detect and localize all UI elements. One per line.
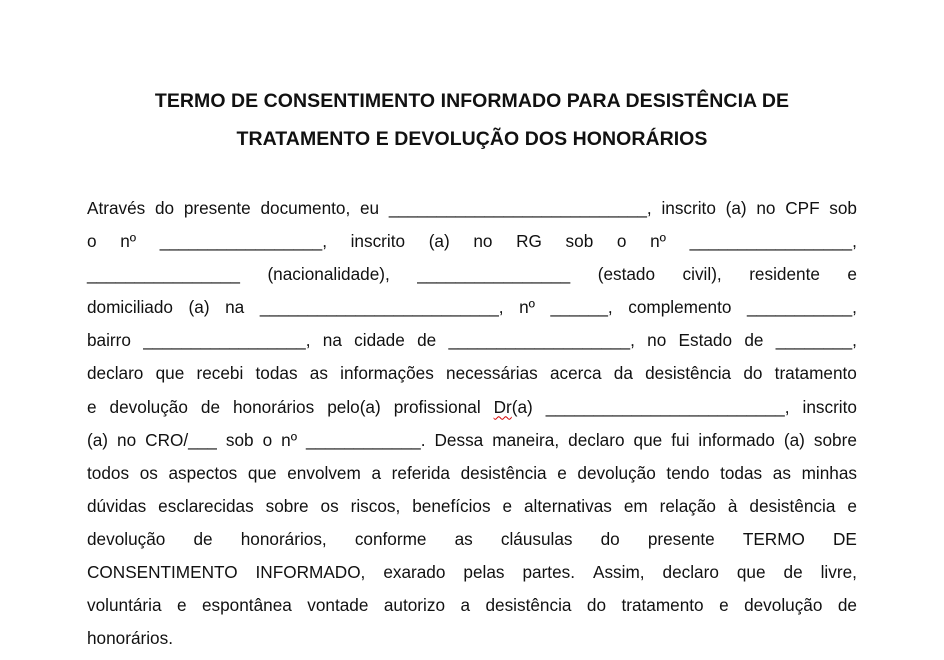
body-line [87,622,857,655]
body-word: maneira, [492,429,560,450]
body-word: desistência [645,363,732,384]
body-word: e [719,595,729,616]
body-word: _________________, [159,231,327,252]
body-word: declaro [87,363,144,384]
body-word: desistência [460,462,547,483]
body-word: CRO/___ [145,429,217,450]
body-word: devolução [577,462,656,483]
body-word: no [117,429,137,450]
body-word: recebi [196,363,244,384]
body-word: de [193,528,213,549]
body-word: as [309,363,328,384]
body-word: de [200,396,221,417]
body-word: informações [340,363,434,384]
body-word: honorários, [240,528,327,549]
body-word: exarado [383,562,446,583]
body-word: _________________, [689,231,857,252]
body-word: INFORMADO, [255,562,366,583]
body-word: ______, [550,297,613,318]
body-word: documento, [260,198,351,218]
body-word: livre, [820,562,857,583]
body-word: nº [650,231,666,252]
body-word: à [727,495,738,516]
body-word: ___________________, [448,330,635,351]
body-word: ________, [775,330,857,351]
body-line [87,192,857,225]
body-word: relação [659,495,716,516]
body-word: CPF [785,198,820,218]
body-word: todos [87,462,130,483]
body-word: inscrito [350,231,406,252]
body-word: partes. [522,562,576,583]
document-title [87,82,857,158]
body-word: _________________, [143,330,311,351]
body-word: que [155,363,185,384]
title-line-2: TRATAMENTO E DEVOLUÇÃO DOS HONORÁRIOS [236,128,708,150]
body-word: fui [671,429,690,450]
body-word: nº [519,297,535,318]
body-word: Assim, [592,562,645,583]
body-word: e [847,495,857,516]
body-word: na [322,330,342,351]
body-word: vontade [307,595,369,616]
body-word: o [87,231,97,252]
body-word: sob [565,231,594,252]
body-word: nº [120,231,137,252]
body-word: _________________________, [545,396,790,417]
body-word: de [783,562,803,583]
body-word: referida [391,462,450,483]
body-word: do [600,528,620,549]
body-word: no [473,231,493,252]
body-word: as [772,462,791,483]
body-word: Através [87,198,146,218]
body-word: do [586,595,607,616]
body-word: civil), [682,264,722,285]
body-line [87,589,857,622]
body-word: acerca [549,363,602,384]
body-word: e [502,495,513,516]
body-word: informado [698,429,775,450]
body-word: CONSENTIMENTO [87,562,238,583]
body-word: e [87,396,97,417]
body-word: minhas [801,462,857,483]
body-word: espontânea [201,595,292,616]
body-word: (a) [725,198,747,218]
body-word: de [744,330,764,351]
body-word: ________________ [417,264,571,285]
body-word: tratamento [774,363,857,384]
body-word: pelas [463,562,505,583]
body-word: domiciliado [87,297,173,318]
body-line [87,556,857,589]
body-word: sob [225,429,254,450]
body-word: voluntária [87,595,162,616]
body-line [87,258,857,291]
body-line [87,357,857,390]
body-word: honorários. [87,628,173,649]
body-word: cláusulas [500,528,573,549]
body-word: ___________, [746,297,857,318]
body-word: na [225,297,245,318]
body-word: (estado [597,264,656,285]
body-word: (a) [428,231,450,252]
body-word: da [613,363,633,384]
body-word: do [155,198,175,218]
body-word: a [371,462,382,483]
body-word: de [837,595,857,616]
body-word: sob [829,198,857,218]
body-word: devolução [109,396,188,417]
body-line [87,424,857,457]
body-word: autorizo [383,595,446,616]
body-word: Estado [678,330,733,351]
body-word: ____________. [306,429,426,450]
body-word: profissional [393,396,481,417]
body-word: honorários [233,396,315,417]
body-line [87,291,857,324]
body-word: tendo [666,462,710,483]
body-word: o [616,231,627,252]
body-word: os [320,495,339,516]
title-line-1: TERMO DE CONSENTIMENTO INFORMADO PARA DESISTÊNCIA DE [154,90,790,112]
body-word: pelo(a) [327,396,381,417]
body-word: presente [647,528,715,549]
body-line [87,490,857,523]
body-word: bairro [87,330,131,351]
body-word: devolução [744,595,823,616]
body-word: a [460,595,471,616]
body-word: dúvidas [87,495,147,516]
body-line [87,391,857,424]
body-word: no [756,198,776,218]
body-word: e [176,595,187,616]
body-word: as [454,528,473,549]
body-word: e [557,462,567,483]
body-word: TERMO [742,528,805,549]
body-word: riscos, [350,495,401,516]
body-word: benefícios [412,495,491,516]
body-word: inscrito [661,198,716,218]
body-word: declaro [568,429,625,450]
body-word: complemento [628,297,732,318]
body-word: Dr(a) [493,396,533,417]
body-word: necessárias [446,363,538,384]
body-word: (a) [87,429,109,450]
body-word: os [139,462,158,483]
body-word: aspectos [168,462,238,483]
body-word: alternativas [523,495,612,516]
body-word: que [247,462,277,483]
body-word: (a) [783,429,805,450]
body-word: de [417,330,437,351]
body-word: que [736,562,766,583]
body-word: _________________________, [259,297,504,318]
body-word: devolução [87,528,166,549]
body-word: tratamento [621,595,704,616]
body-word: inscrito [802,396,857,417]
body-word: presente [183,198,251,218]
body-word: residente [749,264,820,285]
body-word: sobre [813,429,857,450]
body-word: eu [360,198,380,218]
body-line [87,324,857,357]
body-word: todas [255,363,298,384]
body-word: desistência [749,495,836,516]
body-word: todas [720,462,763,483]
body-word: em [623,495,648,516]
body-word: conforme [354,528,427,549]
body-word: e [847,264,857,285]
body-word: ___________________________, [388,198,652,218]
body-word: declaro [662,562,719,583]
body-word: no [647,330,667,351]
body-word: do [743,363,763,384]
body-word: esclarecidas [158,495,254,516]
body-word: cidade [354,330,405,351]
body-word: RG [516,231,542,252]
document-body [87,192,857,655]
body-word: que [633,429,663,450]
body-word: DE [833,528,857,549]
body-word: o [262,429,273,450]
body-word: Dessa [434,429,484,450]
body-word: sobre [265,495,309,516]
body-line [87,457,857,490]
body-word: envolvem [287,462,361,483]
body-line [87,225,857,258]
body-word: (nacionalidade), [267,264,390,285]
body-word: ________________ [87,264,240,285]
body-line [87,523,857,556]
body-word: desistência [485,595,572,616]
body-word: (a) [188,297,210,318]
body-word: nº [281,429,297,450]
